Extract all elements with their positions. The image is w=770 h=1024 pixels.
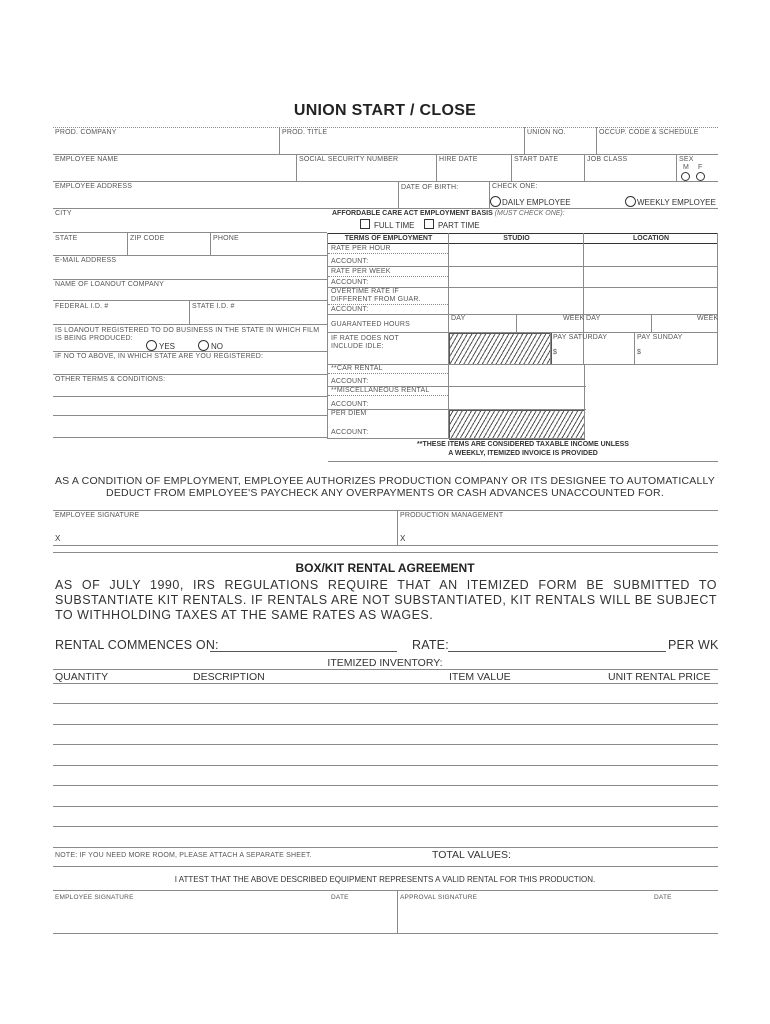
registered-state-label: IF NO TO ABOVE, IN WHICH STATE ARE YOU REGISTERED: [55, 353, 264, 360]
divider [584, 364, 585, 439]
divider [516, 314, 517, 332]
attach-sheet-note: NOTE: IF YOU NEED MORE ROOM, PLEASE ATTACH A SEPARATE SHEET. [55, 852, 312, 859]
full-time-checkbox[interactable] [360, 219, 370, 229]
divider [53, 510, 718, 511]
divider [448, 651, 666, 652]
divider [328, 276, 448, 277]
divider [328, 461, 718, 462]
divider [53, 866, 718, 867]
overtime-rate-label-2: DIFFERENT FROM GUAR. [331, 296, 421, 303]
location-overtime-field[interactable] [585, 289, 716, 313]
aca-heading [332, 210, 565, 218]
pay-saturday-field[interactable] [560, 346, 632, 362]
prod-title-field[interactable] [281, 138, 523, 152]
idle-label-2: INCLUDE IDLE: [331, 343, 384, 350]
quantity-header: QUANTITY [55, 671, 109, 683]
sex-m-radio[interactable] [681, 172, 690, 181]
condition-text-1: AS A CONDITION OF EMPLOYMENT, EMPLOYEE AUTHORIZES PRODUCTION COMPANY OR ITS DESIGNEE TO AUTOMATICALLY [54, 475, 716, 487]
start-date-label: START DATE [514, 156, 559, 163]
part-time-label: PART TIME [438, 221, 480, 230]
divider [53, 255, 327, 256]
divider [651, 314, 652, 332]
loanout-registered-question: IS LOANOUT REGISTERED TO DO BUSINESS IN THE STATE IN WHICH FILM [55, 327, 320, 334]
divider [397, 890, 398, 933]
idle-hatched-area [449, 333, 552, 365]
loanout-company-label: NAME OF LOANOUT COMPANY [55, 281, 164, 288]
phone-field[interactable] [211, 243, 326, 254]
divider [436, 154, 437, 181]
federal-id-field[interactable] [53, 311, 188, 322]
divider [328, 314, 718, 315]
divider [511, 154, 512, 181]
divider [53, 279, 327, 280]
divider [53, 683, 718, 684]
location-rate-hour-field[interactable] [585, 245, 716, 265]
pay-sunday-dollar: $ [637, 349, 642, 356]
occup-code-field[interactable] [598, 138, 717, 152]
aca-must-check: (MUST CHECK ONE): [494, 210, 565, 217]
form-title: UNION START / CLOSE [293, 102, 477, 119]
production-management-label: PRODUCTION MANAGEMENT [400, 512, 504, 519]
sex-label: SEX [679, 156, 694, 163]
divider [328, 253, 448, 254]
divider [53, 324, 327, 325]
item-value-header: ITEM VALUE [449, 671, 511, 683]
per-wk-label: PER WK [668, 638, 719, 652]
account-label-1: ACCOUNT: [331, 258, 369, 265]
start-date-field[interactable] [513, 165, 583, 179]
account-label-6: ACCOUNT: [331, 429, 369, 436]
city-field[interactable] [53, 218, 326, 230]
production-signature-field[interactable] [407, 522, 717, 544]
prod-company-label: PROD. COMPANY [55, 129, 117, 136]
phone-label: PHONE [213, 235, 239, 242]
divider [596, 127, 597, 154]
divider [53, 415, 327, 416]
prod-title-label: PROD. TITLE [282, 129, 328, 136]
prod-company-field[interactable] [53, 138, 279, 152]
job-class-label: JOB CLASS [587, 156, 628, 163]
divider [328, 373, 448, 374]
idle-label: IF RATE DOES NOT [331, 335, 400, 342]
taxable-note-2: A WEEKLY, ITEMIZED INVOICE IS PROVIDED [448, 450, 598, 457]
registered-yes-radio[interactable] [146, 340, 157, 351]
state-id-label: STATE I.D. # [192, 303, 235, 310]
divider [53, 437, 327, 438]
divider [328, 395, 448, 396]
location-rate-week-field[interactable] [585, 268, 716, 286]
account-label-5: ACCOUNT: [331, 401, 369, 408]
divider [53, 933, 718, 934]
kit-approval-signature-field[interactable] [399, 904, 716, 932]
location-day-hours-field[interactable] [585, 322, 650, 331]
ssn-label: SOCIAL SECURITY NUMBER [299, 156, 399, 163]
hire-date-field[interactable] [438, 165, 510, 179]
divider [550, 332, 551, 365]
divider [53, 232, 327, 233]
employee-date-label: DATE [331, 894, 349, 901]
state-label: STATE [55, 235, 78, 242]
sex-f-radio[interactable] [696, 172, 705, 181]
divider [634, 332, 635, 365]
kit-employee-signature-field[interactable] [53, 904, 395, 932]
rate-per-hour-label: RATE PER HOUR [331, 245, 391, 252]
occup-code-label: OCCUP. CODE & SCHEDULE [599, 129, 699, 136]
state-field[interactable] [53, 243, 126, 254]
total-values-field[interactable] [520, 848, 716, 864]
divider [717, 233, 718, 365]
divider [676, 154, 677, 181]
approval-date-label: DATE [654, 894, 672, 901]
unit-rental-price-header: UNIT RENTAL PRICE [608, 671, 711, 683]
sex-m-label: M [683, 164, 690, 171]
divider [53, 351, 327, 352]
rate-field[interactable] [448, 637, 666, 651]
ssn-field[interactable] [298, 165, 435, 179]
location-header: LOCATION [632, 235, 670, 242]
location-week-label: WEEK [697, 315, 719, 322]
per-diem-hatched-area [449, 410, 585, 440]
divider [53, 890, 718, 891]
divider [584, 154, 585, 181]
weekly-employee-label: WEEKLY EMPLOYEE [637, 198, 716, 207]
divider [296, 154, 297, 181]
per-diem-label: PER DIEM [331, 410, 367, 417]
divider [279, 127, 280, 154]
check-one-label: CHECK ONE: [492, 183, 538, 190]
inventory-entry-area[interactable] [53, 685, 718, 845]
studio-day-label: DAY [451, 315, 466, 322]
approval-signature-label: APPROVAL SIGNATURE [400, 894, 478, 901]
guaranteed-hours-label: GUARANTEED HOURS [331, 321, 411, 328]
divider [328, 438, 585, 439]
other-terms-label: OTHER TERMS & CONDITIONS: [55, 376, 166, 383]
divider [53, 374, 327, 375]
rental-commences-label: RENTAL COMMENCES ON: [55, 638, 219, 652]
divider [53, 300, 327, 301]
registered-state-field[interactable] [53, 361, 326, 373]
divider [328, 233, 718, 234]
production-signature-x: X [400, 534, 406, 543]
city-label: CITY [55, 210, 72, 217]
divider [328, 243, 718, 244]
divider [53, 208, 718, 209]
location-day-label: DAY [586, 315, 601, 322]
misc-rental-label: **MISCELLANEOUS RENTAL [331, 387, 430, 394]
full-time-label: FULL TIME [374, 221, 415, 230]
divider [328, 304, 448, 305]
other-terms-field[interactable] [53, 385, 326, 435]
divider [53, 396, 327, 397]
employee-address-field[interactable] [53, 192, 397, 206]
studio-day-hours-field[interactable] [450, 322, 515, 331]
taxable-note-1: **THESE ITEMS ARE CONSIDERED TAXABLE INCOME UNLESS [417, 441, 629, 448]
employee-address-label: EMPLOYEE ADDRESS [55, 183, 133, 190]
loanout-registered-question-2: IS BEING PRODUCED: [55, 335, 133, 342]
divider [328, 266, 718, 267]
employee-signature-field[interactable] [62, 522, 395, 544]
kit-rental-title: BOX/KIT RENTAL AGREEMENT [295, 561, 475, 575]
total-values-label: TOTAL VALUES: [432, 849, 511, 861]
attest-statement: I ATTEST THAT THE ABOVE DESCRIBED EQUIPMENT REPRESENTS A VALID RENTAL FOR THIS PRODUCTION. [174, 875, 596, 884]
account-label-2: ACCOUNT: [331, 279, 369, 286]
misc-rental-field[interactable] [450, 388, 580, 407]
divider [397, 510, 398, 545]
job-class-field[interactable] [586, 165, 675, 179]
union-no-field[interactable] [526, 138, 595, 152]
registered-no-radio[interactable] [198, 340, 209, 351]
no-label: NO [211, 342, 223, 351]
terms-of-employment-header: TERMS OF EMPLOYMENT [344, 235, 433, 242]
yes-label: YES [159, 342, 176, 351]
daily-employee-label: DAILY EMPLOYEE [502, 198, 571, 207]
location-week-hours-field[interactable] [653, 322, 716, 331]
email-label: E-MAIL ADDRESS [55, 257, 117, 264]
employee-name-field[interactable] [53, 165, 295, 179]
email-field[interactable] [53, 265, 326, 277]
account-label-3: ACCOUNT: [331, 306, 369, 313]
pay-sunday-field[interactable] [644, 346, 716, 362]
divider [53, 154, 718, 155]
divider [53, 181, 718, 182]
divider [53, 552, 718, 553]
rate-label: RATE: [412, 638, 449, 652]
employee-signature-x: X [55, 534, 61, 543]
part-time-checkbox[interactable] [424, 219, 434, 229]
daily-employee-radio[interactable] [490, 196, 501, 207]
weekly-employee-radio[interactable] [625, 196, 636, 207]
loanout-company-field[interactable] [53, 289, 326, 299]
dob-field[interactable] [400, 194, 488, 206]
studio-week-label: WEEK [563, 315, 585, 322]
itemized-inventory-label: ITEMIZED INVENTORY: [327, 657, 443, 669]
divider [210, 651, 397, 652]
overtime-rate-label: OVERTIME RATE IF [331, 288, 399, 295]
hire-date-label: HIRE DATE [439, 156, 478, 163]
account-label-4: ACCOUNT: [331, 378, 369, 385]
divider [53, 669, 718, 670]
divider [524, 127, 525, 154]
car-rental-label: **CAR RENTAL [331, 365, 383, 372]
rate-per-week-label: RATE PER WEEK [331, 268, 391, 275]
zip-code-field[interactable] [128, 243, 209, 254]
pay-saturday-label: PAY SATURDAY [553, 334, 608, 341]
employee-name-label: EMPLOYEE NAME [55, 156, 119, 163]
row1-top-line [53, 127, 718, 128]
sex-f-label: F [698, 164, 703, 171]
studio-overtime-field[interactable] [450, 289, 582, 313]
federal-id-label: FEDERAL I.D. # [55, 303, 109, 310]
dob-label: DATE OF BIRTH: [401, 184, 459, 191]
studio-rate-week-field[interactable] [450, 268, 582, 286]
description-header: DESCRIPTION [193, 671, 265, 683]
aca-heading-text: AFFORDABLE CARE ACT EMPLOYMENT BASIS [332, 210, 493, 217]
studio-rate-hour-field[interactable] [450, 245, 582, 265]
state-id-field[interactable] [190, 311, 326, 322]
union-no-label: UNION NO. [527, 129, 566, 136]
condition-text-2: DEDUCT FROM EMPLOYEE'S PAYCHECK ANY OVERPAYMENTS OR CASH ADVANCES UNACCOUNTED FOR. [106, 487, 664, 499]
employee-signature-label-2: EMPLOYEE SIGNATURE [55, 894, 134, 901]
divider [398, 181, 399, 208]
studio-week-hours-field[interactable] [518, 322, 582, 331]
irs-paragraph: AS OF JULY 1990, IRS REGULATIONS REQUIRE THAT AN ITEMIZED FORM BE SUBMITTED TO SUBSTANTIATE KIT RENTALS. IF RENTALS ARE NOT SUBSTANTIATED, KIT RENTALS WILL BE SUBJECT TO WITHHOLDING TAXES AT THE SAME RATES AS WAGES. [55, 578, 717, 622]
divider [53, 545, 718, 546]
employee-signature-label: EMPLOYEE SIGNATURE [55, 512, 140, 519]
pay-sunday-label: PAY SUNDAY [637, 334, 683, 341]
studio-header: STUDIO [503, 235, 530, 242]
zip-code-label: ZIP CODE [130, 235, 165, 242]
car-rental-field[interactable] [450, 366, 580, 385]
pay-saturday-dollar: $ [553, 349, 558, 356]
rental-commences-field[interactable] [210, 637, 397, 651]
divider [328, 364, 718, 365]
